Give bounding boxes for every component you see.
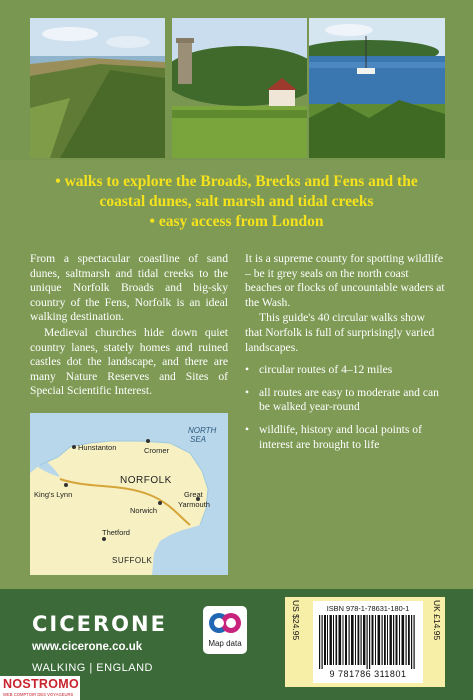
town-hunstanton: Hunstanton: [78, 443, 117, 452]
isbn-text: ISBN 978-1-78631-180-1: [326, 604, 410, 613]
highlight-line-1: • walks to explore the Broads, Brecks and Fens and the: [55, 173, 418, 190]
os-map-data-badge: [203, 606, 247, 654]
wildlife-paragraph: It is a supreme county for spotting wildlife – be it grey seals on the north coast beaches or flocks of uncountable waders at the Wash.: [245, 252, 445, 309]
os-logo-icon: [203, 606, 247, 640]
feature-item: • circular routes of 4–12 miles: [245, 363, 445, 378]
barcode-bars-icon: [319, 615, 417, 669]
os-label: Map data: [208, 639, 242, 648]
town-thetford: Thetford: [102, 528, 130, 537]
uk-price-text: UK £14.95: [432, 600, 442, 641]
publisher-logo: CICERONE: [32, 612, 167, 636]
norfolk-map: [30, 413, 228, 575]
barcode-digits: 9 781786 311801: [329, 669, 407, 679]
neighbor-label: SUFFOLK: [112, 556, 153, 565]
barcode-panel: [285, 597, 445, 687]
stamp-name: NOSTROMO: [3, 677, 80, 691]
retailer-stamp: [0, 676, 80, 700]
publisher-url: www.cicerone.co.uk: [32, 641, 143, 653]
us-price-text: US $24.95: [291, 600, 301, 641]
feature-item: • all routes are easy to moderate and can be walked year-round: [245, 386, 445, 415]
town-cromer: Cromer: [144, 446, 170, 455]
guide-paragraph: This guide's 40 circular walks show that Norfolk is full of surprisingly varied landscapes.: [245, 311, 435, 354]
feature-item: • wildlife, history and local points of interest are brought to life: [245, 423, 445, 452]
key-highlights: [0, 172, 473, 232]
sea-label-1: NORTH: [188, 426, 217, 435]
town-great: Great: [184, 490, 203, 499]
series-label: WALKING | ENGLAND: [32, 662, 153, 674]
us-price: [289, 600, 309, 684]
broads-river-photo: [309, 18, 445, 158]
village-church-photo: [172, 18, 307, 158]
town-yarmouth: Yarmouth: [178, 500, 210, 509]
intro-paragraph: From a spectacular coastline of sand dunes, saltmarsh and tidal creeks to the unique Norfolk Broads and big-sky country of the Fens, Norfolk is an ideal walking destination.: [30, 252, 228, 324]
highlight-line-2: coastal dunes, salt marsh and tidal creeks: [99, 193, 374, 210]
heritage-paragraph: Medieval churches hide down quiet country lanes, stately homes and ruined castles dot the landscape, and there are many Nature Reserves and Sites of Special Scientific Interest.: [30, 325, 228, 398]
barcode: [313, 601, 423, 683]
sea-label-2: SEA: [190, 435, 207, 444]
coastal-dunes-photo: [30, 18, 165, 158]
uk-price: [430, 600, 444, 684]
town-norwich: Norwich: [130, 506, 158, 515]
county-label: NORFOLK: [120, 475, 172, 486]
highlight-line-3: • easy access from London: [149, 213, 324, 230]
stamp-subtitle: WEB COMPTOIR DES VOYAGEURS: [3, 692, 74, 697]
description-left-column: [30, 252, 228, 399]
feature-list: [245, 363, 445, 452]
town-kings-lynn: King's Lynn: [34, 490, 73, 499]
description-right-column: [245, 252, 445, 460]
norfolk-map-graphic: [30, 413, 228, 575]
